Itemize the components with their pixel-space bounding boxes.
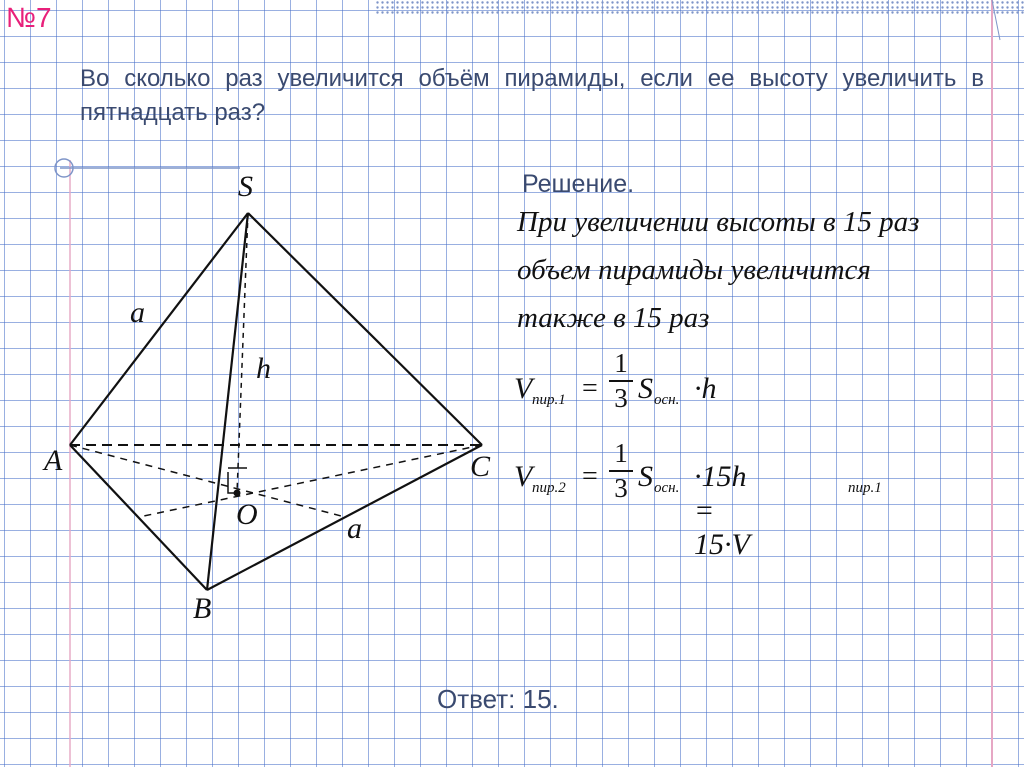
median-A xyxy=(70,445,345,517)
answer-text: Ответ: 15. xyxy=(437,684,559,714)
label-B: B xyxy=(193,592,212,625)
label-C: C xyxy=(470,450,491,483)
solution-line-3: также в 15 раз xyxy=(517,302,710,334)
median-C xyxy=(139,445,482,517)
label-O: O xyxy=(236,498,258,531)
label-a-bottom: a xyxy=(347,512,362,545)
question-text: Во сколько раз увеличится объём пирамиды, если ее высоту увеличить в пятнадцать раз? xyxy=(80,65,984,126)
label-h: h xyxy=(256,352,271,385)
edge-AB xyxy=(70,445,207,590)
solution-title: Решение. xyxy=(522,170,635,198)
label-a-left: a xyxy=(130,296,145,329)
label-S: S xyxy=(238,170,253,203)
label-A: A xyxy=(44,444,63,477)
task-number: №7 xyxy=(6,2,52,33)
edge-SB xyxy=(207,213,248,590)
pyramid-figure xyxy=(0,0,520,640)
edge-SC xyxy=(248,213,482,445)
edge-SA xyxy=(70,213,248,445)
point-O xyxy=(234,490,241,497)
solution-line-1: При увеличении высоты в 15 раз xyxy=(517,206,920,238)
solution-line-2: объем пирамиды увеличится xyxy=(517,254,871,286)
